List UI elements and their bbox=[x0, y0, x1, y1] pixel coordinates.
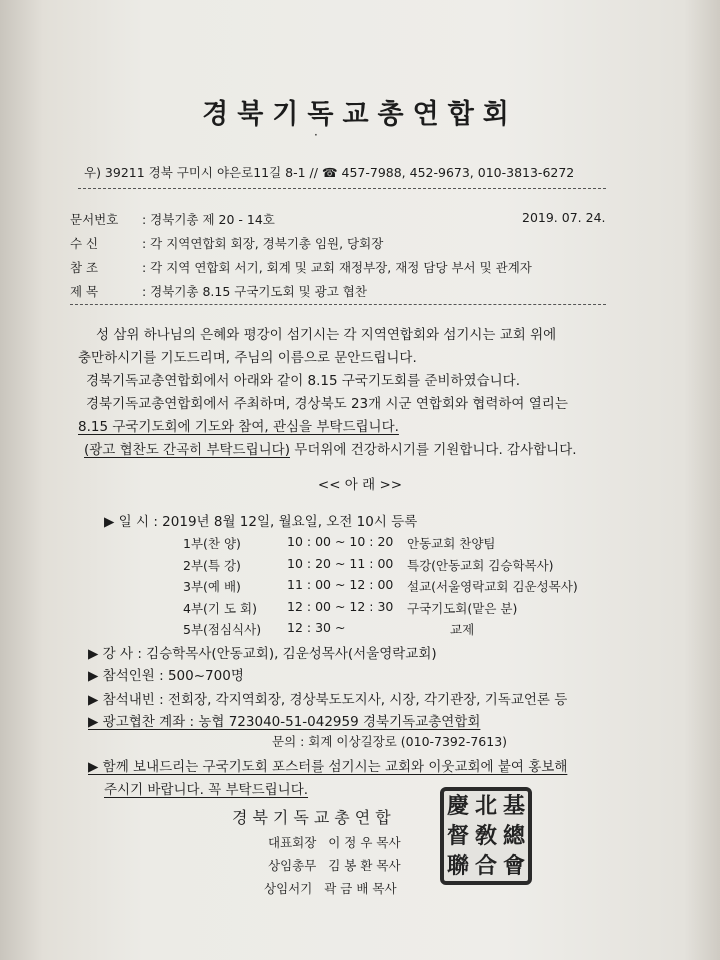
poster-request-line-2: 주시기 바랍니다. 꼭 부탁드립니다. bbox=[104, 782, 309, 798]
notice-heading: << 아 래 >> bbox=[317, 477, 403, 493]
doc-date: 2019. 07. 24. bbox=[522, 210, 606, 225]
schedule-time: 10 : 00 ~ 10 : 20 bbox=[287, 534, 394, 549]
sponsor-account: ▶ 광고협찬 계좌 : 농협 723040-51-042959 경북기독교총연합회 bbox=[88, 714, 481, 730]
closing-text: 무더위에 건강하시기를 기원합니다. 감사합니다. bbox=[289, 442, 577, 458]
guests: ▶ 참석내빈 : 전회장, 각지역회장, 경상북도도지사, 시장, 각기관장, 기독교언론 등 bbox=[88, 692, 568, 708]
closing-line bbox=[84, 438, 577, 458]
preparation-line: 경북기독교총연합회에서 아래와 같이 8.15 구국기도회를 준비하였습니다. bbox=[86, 373, 520, 389]
seal-char: 會 bbox=[502, 853, 525, 879]
recipient bbox=[70, 234, 383, 252]
signature-role: 대표회장 bbox=[268, 835, 317, 850]
address-line: 우) 39211 경북 구미시 야은로11길 8-1 // ☎ 457-7988, 452-9673, 010-3813-6272 bbox=[84, 165, 575, 180]
seal-char: 合 bbox=[474, 853, 497, 879]
reference-value: : 각 지역 연합회 서기, 회계 및 교회 재정부장, 재정 담당 부서 및 관계자 bbox=[142, 260, 532, 275]
host-line-2: 8.15 구국기도회에 기도와 참여, 관심을 부탁드립니다. bbox=[78, 419, 399, 435]
schedule-time: 10 : 20 ~ 11 : 00 bbox=[287, 556, 394, 571]
subject-label: 제 목 bbox=[70, 284, 99, 299]
signature-row bbox=[264, 879, 397, 897]
schedule-desc: 교제 bbox=[450, 622, 475, 637]
speakers: ▶ 강 사 : 김승학목사(안동교회), 김운성목사(서울영락교회) bbox=[88, 646, 437, 662]
seal-char: 總 bbox=[502, 823, 525, 849]
schedule-part: 3부(예 배) bbox=[183, 579, 241, 594]
seal-char: 敎 bbox=[474, 823, 497, 849]
schedule-part: 1부(찬 양) bbox=[183, 536, 241, 551]
schedule-desc: 구국기도회(맡은 분) bbox=[407, 601, 518, 616]
seal-char: 督 bbox=[446, 823, 469, 849]
doc-number bbox=[70, 210, 275, 228]
doc-number-value: : 경북기총 제 20 - 14호 bbox=[142, 212, 275, 227]
official-seal bbox=[440, 787, 532, 885]
signature-role: 상임서기 bbox=[264, 881, 313, 896]
header-divider-top bbox=[78, 188, 606, 189]
header-divider-bottom bbox=[70, 304, 606, 305]
poster-request-line-1: ▶ 함께 보내드리는 구국기도회 포스터를 섬기시는 교회와 이웃교회에 붙여 홍보해 bbox=[88, 759, 568, 775]
signature-name: 김 봉 환 목사 bbox=[328, 858, 401, 873]
reference bbox=[70, 258, 532, 276]
seal-char: 慶 bbox=[446, 793, 469, 819]
schedule-time: 11 : 00 ~ 12 : 00 bbox=[287, 577, 394, 592]
signature-row bbox=[268, 856, 401, 874]
doc-number-label: 문서번호 bbox=[70, 212, 119, 227]
schedule-part: 2부(특 강) bbox=[183, 558, 241, 573]
attendance: ▶ 참석인원 : 500~700명 bbox=[88, 668, 244, 684]
signature-role: 상임총무 bbox=[268, 858, 317, 873]
signature-name: 곽 금 배 목사 bbox=[324, 881, 397, 896]
signature-org: 경북기독교총연합 bbox=[232, 808, 396, 827]
schedule-time: 12 : 00 ~ 12 : 30 bbox=[287, 599, 394, 614]
schedule-part: 4부(기 도 회) bbox=[183, 601, 257, 616]
greeting-line-1: 성 삼위 하나님의 은혜와 평강이 섬기시는 각 지역연합회와 섬기시는 교회 위에 bbox=[96, 327, 557, 343]
host-line-1: 경북기독교총연합회에서 주최하며, 경상북도 23개 시군 연합회와 협력하여 열리는 bbox=[86, 396, 568, 412]
recipient-value: : 각 지역연합회 회장, 경북기총 임원, 당회장 bbox=[142, 236, 384, 251]
org-title: 경북기독교총연합회 bbox=[202, 99, 518, 130]
schedule-desc: 특강(안동교회 김승학목사) bbox=[407, 558, 554, 573]
subject-value: : 경북기총 8.15 구국기도회 및 광고 협찬 bbox=[142, 284, 367, 299]
schedule-time: 12 : 30 ~ bbox=[287, 620, 346, 635]
sponsorship-request: (광고 협찬도 간곡히 부탁드립니다) bbox=[84, 442, 290, 458]
schedule-desc: 안동교회 찬양팀 bbox=[407, 536, 496, 551]
event-datetime: ▶ 일 시 : 2019년 8월 12일, 월요일, 오전 10시 등록 bbox=[104, 514, 418, 530]
signature-row bbox=[268, 833, 401, 851]
schedule-part: 5부(점심식사) bbox=[183, 622, 262, 637]
greeting-line-2: 충만하시기를 기도드리며, 주님의 이름으로 문안드립니다. bbox=[78, 350, 417, 366]
reference-label: 참 조 bbox=[70, 260, 99, 275]
seal-char: 聯 bbox=[446, 853, 469, 879]
seal-char: 北 bbox=[474, 793, 497, 819]
schedule-desc: 설교(서울영락교회 김운성목사) bbox=[407, 579, 578, 594]
title-dot: · bbox=[314, 128, 318, 142]
signature-name: 이 정 우 목사 bbox=[328, 835, 401, 850]
subject bbox=[70, 282, 367, 300]
inquiry: 문의 : 회계 이상길장로 (010-7392-7613) bbox=[272, 734, 508, 749]
recipient-label: 수 신 bbox=[70, 236, 99, 251]
seal-char: 基 bbox=[502, 793, 525, 819]
